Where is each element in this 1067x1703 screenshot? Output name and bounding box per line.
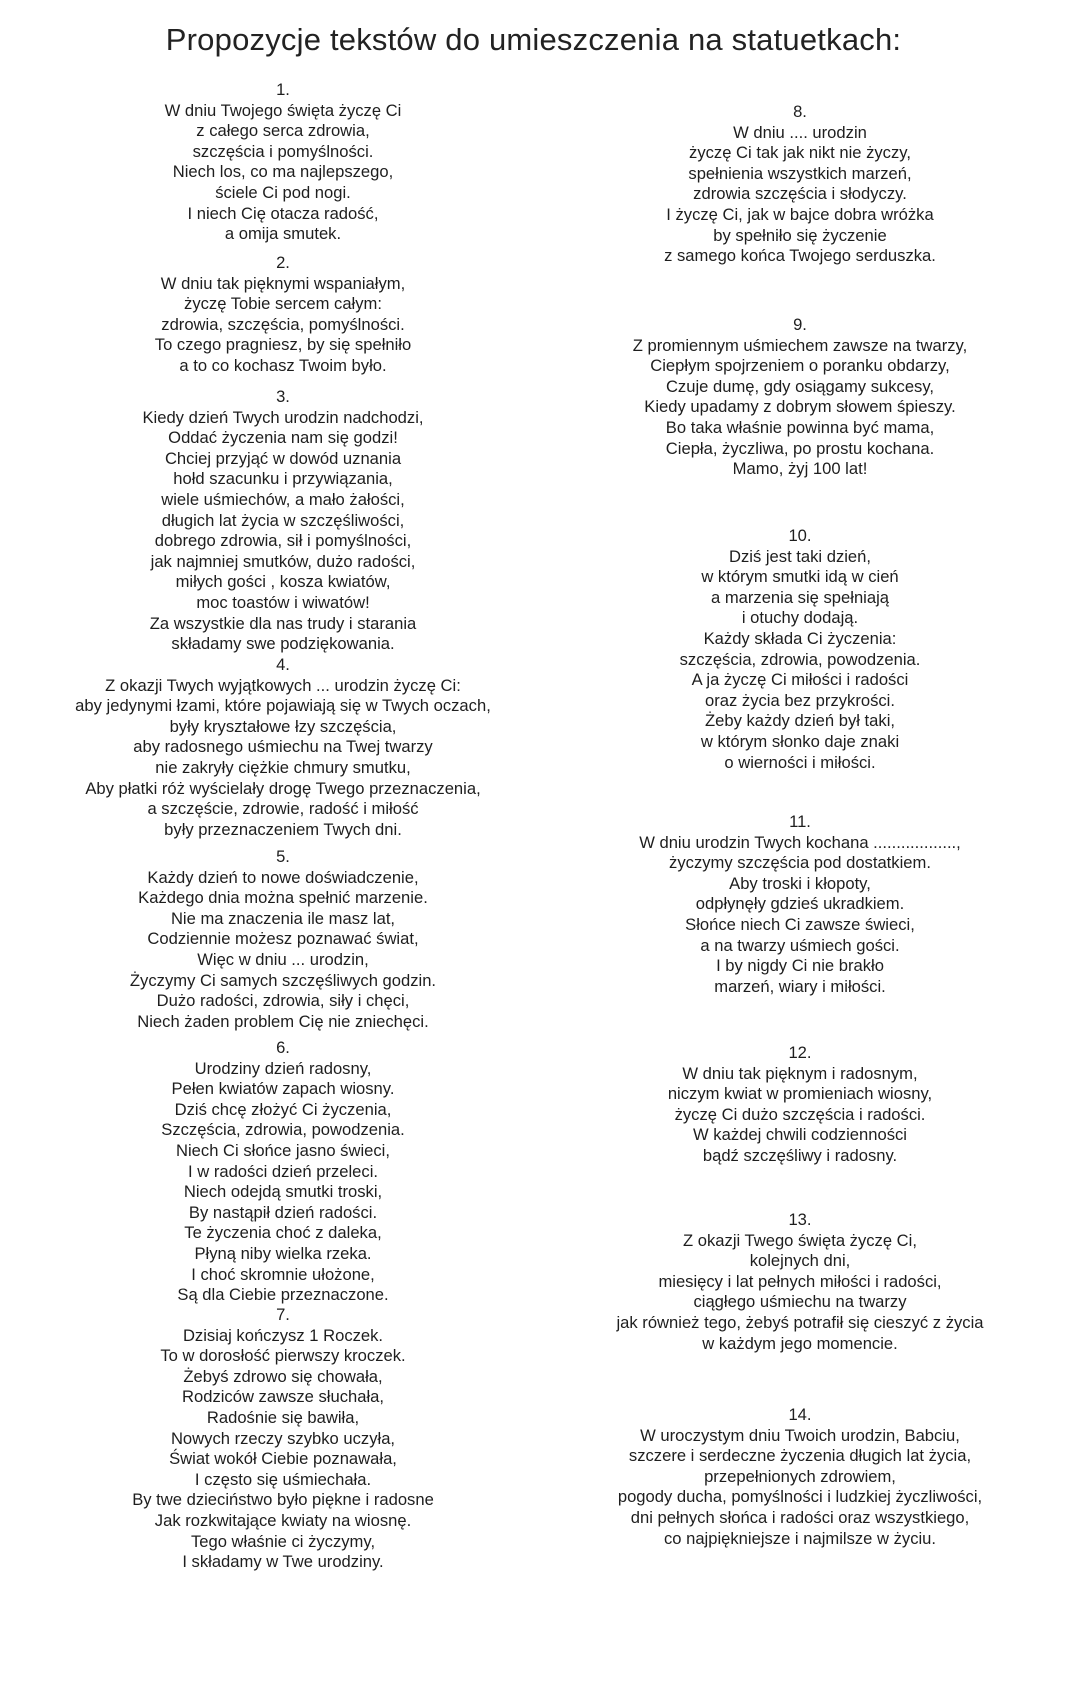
poem-line: To w dorosłość pierwszy kroczek. [160, 1346, 406, 1366]
poem-line: Rodziców zawsze słuchała, [182, 1387, 384, 1407]
poem-line: składamy swe podziękowania. [171, 634, 395, 654]
poem-line: Nie ma znaczenia ile masz lat, [170, 908, 396, 928]
poem-line: I życzę Ci, jak w bajce dobra wróżka [666, 204, 934, 224]
poem-line: Urodziny dzień radosny, [194, 1058, 372, 1078]
poem-line: by spełniło się życzenie [713, 225, 887, 245]
poem-line: Dziś jest taki dzień, [728, 546, 872, 566]
poem-line: jak najmniej smutków, dużo radości, [150, 551, 416, 571]
poem-line: I niech Cię otacza radość, [187, 203, 379, 223]
poem-line: Pełen kwiatów zapach wiosny. [171, 1079, 395, 1099]
poem-line: życzę Ci dużo szczęścia i radości. [674, 1104, 926, 1124]
poem-line: Niech żaden problem Cię nie zniechęci. [137, 1011, 429, 1031]
poem-line: Dużo radości, zdrowia, siły i chęci, [156, 991, 410, 1011]
poem-line: Dziś chcę złożyć Ci życzenia, [174, 1099, 392, 1119]
poem-line: W dniu tak pięknymi wspaniałym, [160, 273, 406, 293]
poem-number: 2. [276, 253, 290, 272]
poem-line: W dniu .... urodzin [733, 122, 867, 142]
poem-line: dni pełnych słońca i radości oraz wszystkiego, [630, 1507, 970, 1527]
poem-line: W dniu Twojego święta życzę Ci [164, 100, 402, 120]
poem-line: Żeby każdy dzień był taki, [705, 711, 895, 731]
poem-number: 14. [788, 1405, 812, 1424]
poem-line: a szczęście, zdrowie, radość i miłość [147, 799, 419, 819]
poem-number: 9. [793, 315, 807, 334]
poem-line: ściele Ci pod nogi. [215, 182, 351, 202]
poem-line: kolejnych dni, [749, 1251, 851, 1271]
poem-line: I składamy w Twe urodziny. [182, 1552, 384, 1572]
poem-line: Aby troski i kłopoty, [729, 873, 871, 893]
poem-number: 10. [788, 526, 812, 545]
poem-line: Są dla Ciebie przeznaczone. [177, 1285, 389, 1305]
poem-number: 4. [276, 655, 290, 674]
poem-7 [28, 1305, 538, 1573]
poem-number: 7. [276, 1305, 290, 1324]
poem-6 [28, 1038, 538, 1306]
poem-line: By nastąpił dzień radości. [188, 1202, 378, 1222]
poem-9 [560, 315, 1040, 480]
poem-line: By twe dzieciństwo było piękne i radosne [132, 1490, 434, 1510]
poem-line: a na twarzy uśmiech gości. [700, 935, 900, 955]
poem-line: były kryształowe łzy szczęścia, [169, 716, 397, 736]
poem-3 [28, 387, 538, 655]
poem-line: Chciej przyjąć w dowód uznania [164, 448, 402, 468]
poem-number: 13. [788, 1210, 812, 1229]
poem-line: o wierności i miłości. [724, 752, 876, 772]
poem-line: Z promiennym uśmiechem zawsze na twarzy, [632, 335, 968, 355]
poem-8 [560, 102, 1040, 267]
poem-line: Za wszystkie dla nas trudy i starania [149, 613, 417, 633]
poem-number: 11. [789, 812, 811, 831]
poem-line: marzeń, wiary i miłości. [714, 976, 886, 996]
poem-line: W dniu urodzin Twych kochana .................., [639, 832, 961, 852]
poem-line: jak również tego, żebyś potrafił się cieszyć z życia [616, 1312, 984, 1332]
poem-line: Z okazji Twego święta życzę Ci, [683, 1230, 917, 1250]
poem-line: z całego serca zdrowia, [196, 121, 370, 141]
poem-line: a to co kochasz Twoim było. [179, 355, 387, 375]
poem-line: w każdym jego momencie. [702, 1333, 898, 1353]
poem-line: Z okazji Twych wyjątkowych ... urodzin życzę Ci: [105, 675, 461, 695]
poem-line: pogody ducha, pomyślności i ludzkiej życzliwości, [617, 1487, 983, 1507]
poem-line: były przeznaczeniem Twych dni. [164, 819, 402, 839]
poem-line: życzymy szczęścia pod dostatkiem. [669, 853, 931, 873]
poem-line: zdrowia szczęścia i słodyczy. [693, 184, 907, 204]
poem-line: Ciepła, życzliwa, po prostu kochana. [665, 438, 935, 458]
poem-1 [28, 80, 538, 245]
poem-line: ciągłego uśmiechu na twarzy [693, 1292, 907, 1312]
poem-line: Oddać życzenia nam się godzi! [168, 428, 398, 448]
poem-line: Codziennie możesz poznawać świat, [147, 929, 419, 949]
poem-line: życzę Tobie sercem całym: [184, 294, 382, 314]
poem-line: Każdego dnia można spełnić marzenie. [138, 888, 428, 908]
poem-number: 6. [276, 1038, 290, 1057]
poem-line: Świat wokół Ciebie poznawała, [169, 1449, 397, 1469]
poem-number: 8. [793, 102, 807, 121]
poem-line: Kiedy dzień Twych urodzin nadchodzi, [142, 407, 424, 427]
poem-line: miłych gości , kosza kwiatów, [175, 572, 391, 592]
poem-line: Bo taka właśnie powinna być mama, [665, 417, 935, 437]
poem-line: spełnienia wszystkich marzeń, [688, 163, 912, 183]
poem-12 [560, 1043, 1040, 1167]
poem-line: niczym kwiat w promieniach wiosny, [667, 1084, 933, 1104]
poem-line: długich lat życia w szczęśliwości, [161, 510, 405, 530]
poem-line: W dniu tak pięknym i radosnym, [682, 1063, 918, 1083]
poem-line: hołd szacunku i przywiązania, [173, 469, 393, 489]
poem-line: I choć skromnie ułożone, [191, 1264, 375, 1284]
poem-line: a marzenia się spełniają [710, 587, 890, 607]
poem-line: Ciepłym spojrzeniem o poranku obdarzy, [650, 356, 950, 376]
poem-line: W uroczystym dniu Twoich urodzin, Babciu, [640, 1425, 960, 1445]
poem-line: w którym słonko daje znaki [700, 731, 900, 751]
poem-10 [560, 526, 1040, 773]
poem-line: W każdej chwili codzienności [693, 1125, 907, 1145]
poem-line: Słońce niech Ci zawsze świeci, [685, 914, 915, 934]
poem-line: życzę Ci tak jak nikt nie życzy, [689, 143, 911, 163]
poem-line: Nowych rzeczy szybko uczyła, [170, 1428, 396, 1448]
poem-line: Jak rozkwitające kwiaty na wiosnę. [154, 1510, 412, 1530]
poem-line: Mamo, żyj 100 lat! [732, 459, 868, 479]
poem-5 [28, 847, 538, 1032]
poem-14 [560, 1405, 1040, 1549]
poem-line: a omija smutek. [224, 224, 342, 244]
poem-11 [560, 812, 1040, 997]
poem-line: Więc w dniu ... urodzin, [197, 949, 369, 969]
poem-number: 12. [788, 1043, 812, 1062]
poem-line: Płyną niby wielka rzeka. [194, 1243, 372, 1263]
poem-13 [560, 1210, 1040, 1354]
poem-line: szczęścia i pomyślności. [192, 141, 374, 161]
poem-line: Te życzenia choć z daleka, [184, 1223, 382, 1243]
poem-line: miesięcy i lat pełnych miłości i radości, [658, 1271, 942, 1291]
poem-4 [28, 655, 538, 840]
poem-line: z samego końca Twojego serduszka. [664, 246, 936, 266]
poem-line: nie zakryły ciężkie chmury smutku, [155, 757, 411, 777]
poem-line: Czuje dumę, gdy osiągamy sukcesy, [665, 376, 935, 396]
poem-line: Życzymy Ci samych szczęśliwych godzin. [129, 970, 437, 990]
poem-line: dobrego zdrowia, sił i pomyślności, [154, 531, 412, 551]
poem-2 [28, 253, 538, 377]
poem-line: I często się uśmiechała. [194, 1469, 372, 1489]
poem-line: I w radości dzień przeleci. [188, 1161, 378, 1181]
poem-line: Dzisiaj kończysz 1 Roczek. [182, 1325, 384, 1345]
poem-line: bądź szczęśliwy i radosny. [702, 1145, 898, 1165]
poem-line: Niech los, co ma najlepszego, [172, 162, 394, 182]
poem-line: Każdy składa Ci życzenia: [703, 628, 897, 648]
poem-line: szczere i serdeczne życzenia długich lat życia, [628, 1446, 972, 1466]
poem-line: Szczęścia, zdrowia, powodzenia. [161, 1120, 405, 1140]
poem-line: To czego pragniesz, by się spełniło [154, 335, 412, 355]
poem-line: aby jedynymi łzami, które pojawiają się w Twych oczach, [75, 696, 491, 716]
poem-line: Niech odejdą smutki troski, [183, 1182, 383, 1202]
poem-line: aby radosnego uśmiechu na Twej twarzy [133, 737, 433, 757]
poem-line: i otuchy dodają. [741, 608, 859, 628]
poem-line: zdrowia, szczęścia, pomyślności. [161, 314, 405, 334]
poem-line: A ja życzę Ci miłości i radości [691, 670, 909, 690]
poem-line: Aby płatki róż wyścielały drogę Twego przeznaczenia, [85, 778, 481, 798]
poem-line: wiele uśmiechów, a mało żałości, [161, 489, 405, 509]
poem-line: moc toastów i wiwatów! [196, 592, 370, 612]
poem-line: Tego właśnie ci życzymy, [190, 1531, 376, 1551]
poem-number: 3. [276, 387, 290, 406]
poem-number: 1. [276, 80, 290, 99]
poem-line: Niech Ci słońce jasno świeci, [176, 1140, 390, 1160]
poem-line: przepełnionych zdrowiem, [704, 1466, 896, 1486]
poem-line: Każdy dzień to nowe doświadczenie, [147, 867, 419, 887]
poem-line: Kiedy upadamy z dobrym słowem śpieszy. [644, 397, 956, 417]
poem-number: 5. [276, 847, 290, 866]
poem-line: Radośnie się bawiła, [206, 1407, 360, 1427]
poem-line: Żebyś zdrowo się chowała, [183, 1366, 383, 1386]
poem-line: odpłynęły gdzieś ukradkiem. [695, 894, 905, 914]
poem-line: I by nigdy Ci nie brakło [716, 956, 884, 976]
poem-line: szczęścia, zdrowia, powodzenia. [679, 649, 921, 669]
poem-line: co najpiękniejsze i najmilsze w życiu. [663, 1528, 937, 1548]
page-title: Propozycje tekstów do umieszczenia na statuetkach: [165, 22, 902, 57]
poem-line: oraz życia bez przykrości. [705, 690, 895, 710]
poem-line: w którym smutki idą w cień [701, 567, 899, 587]
